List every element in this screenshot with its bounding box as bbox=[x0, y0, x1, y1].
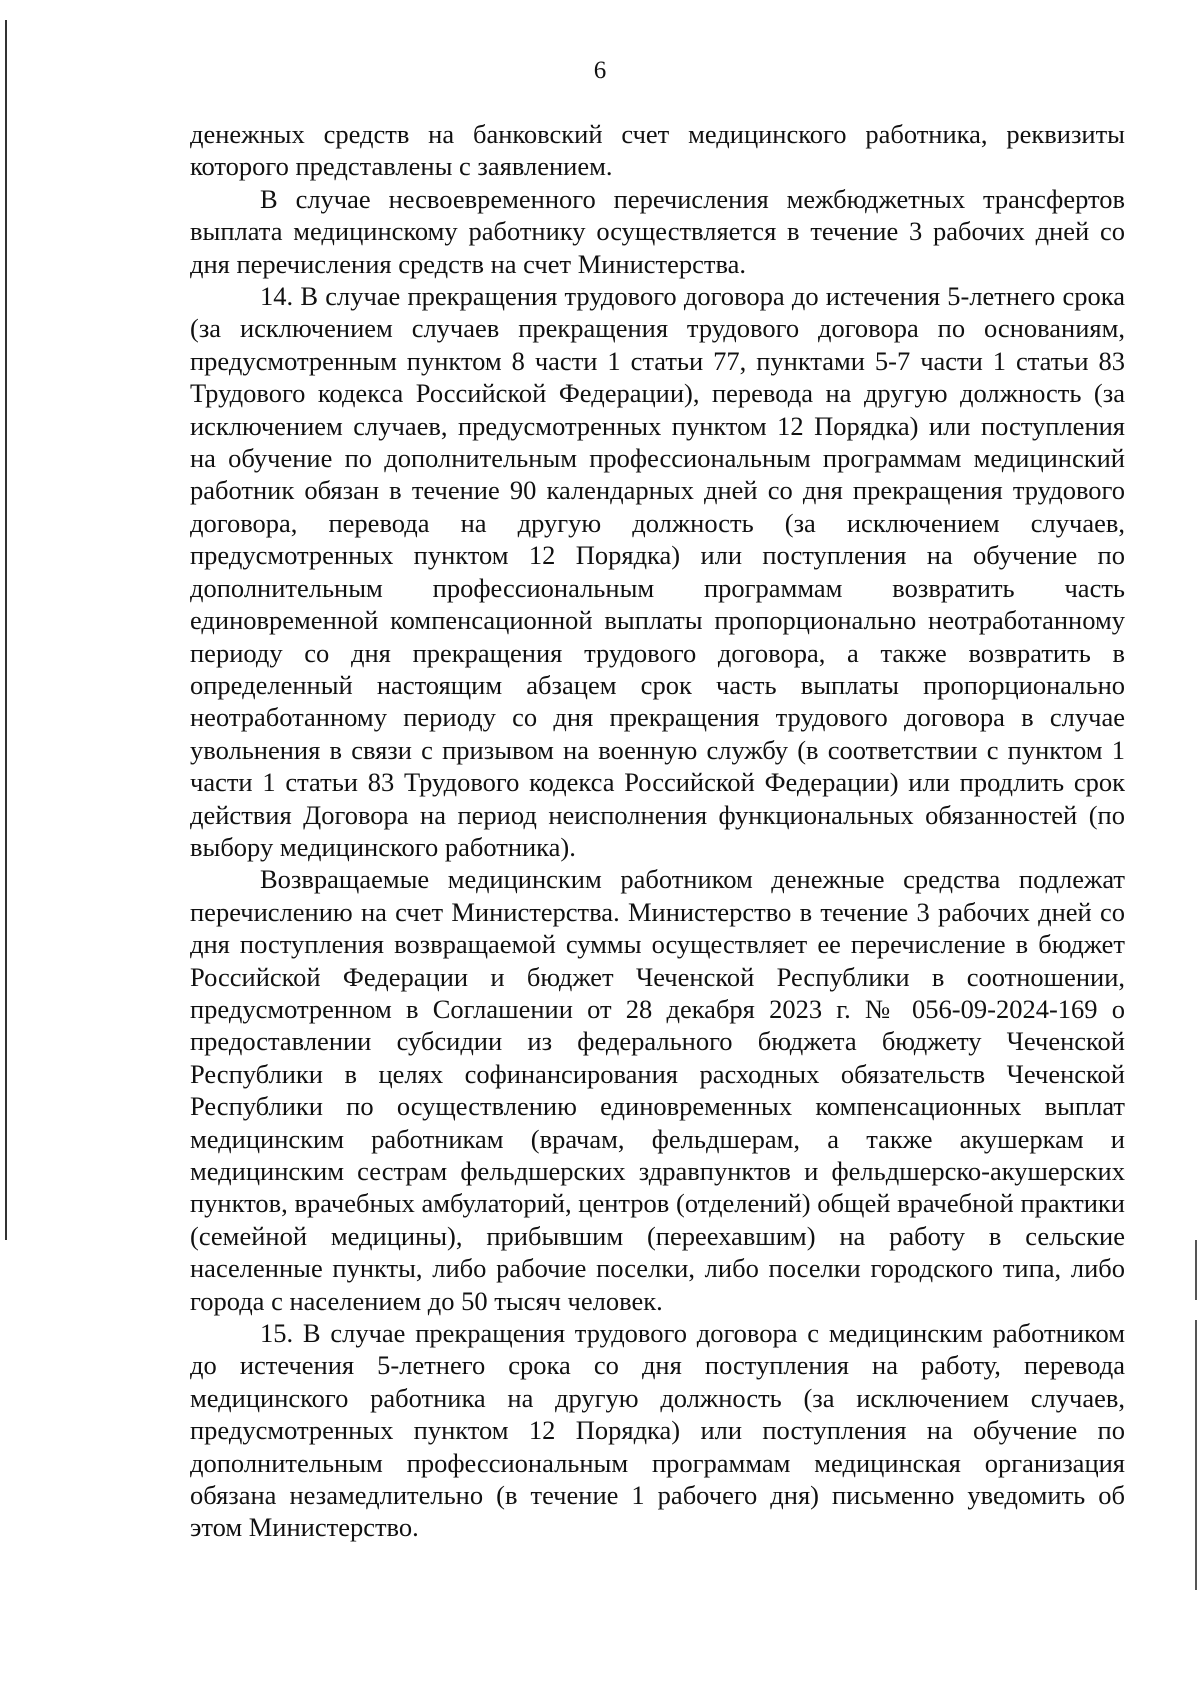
paragraph-item-15: 15. В случае прекращения трудового договора с медицинским работником до истечения 5-летнего срока со дня поступления на работу, перевода медицинского работника на другую должность (за исключением случаев, предусмотренных пунктом 12 Порядка) или поступления на обучение по дополнительным профессиональным программам медицинская организация обязана незамедлительно (в течение 1 рабочего дня) письменно уведомить об этом Министерство. bbox=[190, 1318, 1125, 1543]
scan-edge-line bbox=[1195, 1320, 1197, 1590]
document-body bbox=[190, 118, 1125, 1544]
paragraph-item-14: 14. В случае прекращения трудового договора до истечения 5-летнего срока (за исключением случаев прекращения трудового договора по основаниям, предусмотренным пунктом 8 части 1 статьи 77, пунктами 5-7 части 1 статьи 83 Трудового кодекса Российской Федерации), перевода на другую должность (за исключением случаев, предусмотренных пунктом 12 Порядка) или поступления на обучение по дополнительным профессиональным программам медицинский работник обязан в течение 90 календарных дней со дня прекращения трудового договора, перевода на другую должность (за исключением случаев, предусмотренных пунктом 12 Порядка) или поступления на обучение по дополнительным профессиональным программам возвратить часть единовременной компенсационной выплаты пропорционально неотработанному периоду со дня прекращения трудового договора, а также возвратить в определенный настоящим абзацем срок часть выплаты пропорционально неотработанному периоду со дня прекращения трудового договора в случае увольнения в связи с призывом на военную службу (в соответствии с пунктом 1 части 1 статьи 83 Трудового кодекса Российской Федерации) или продлить срок действия Договора на период неисполнения функциональных обязанностей (по выбору медицинского работника). bbox=[190, 281, 1125, 862]
paragraph: В случае несвоевременного перечисления межбюджетных трансфертов выплата медицинскому работнику осуществляется в течение 3 рабочих дней со дня перечисления средств на счет Министерства. bbox=[190, 183, 1125, 279]
paragraph: денежных средств на банковский счет медицинского работника, реквизиты которого представлены с заявлением. bbox=[190, 119, 1125, 182]
scan-edge-line bbox=[5, 20, 7, 1240]
page-number: 6 bbox=[593, 57, 607, 84]
paragraph: Возвращаемые медицинским работником денежные средства подлежат перечислению на счет Министерства. Министерство в течение 3 рабочих дней со дня поступления возвращаемой суммы осуществляет ее перечисление в бюджет Российской Федерации и бюджет Чеченской Республики в соотношении, предусмотренном в Соглашении от 28 декабря 2023 г. № 056-09-2024-169 о предоставлении субсидии из федерального бюджета бюджету Чеченской Республики в целях софинансирования расходных обязательств Чеченской Республики по осуществлению единовременных компенсационных выплат медицинским работникам (врачам, фельдшерам, а также акушеркам и медицинским сестрам фельдшерских здравпунктов и фельдшерско-акушерских пунктов, врачебных амбулаторий, центров (отделений) общей врачебной практики (семейной медицины), прибывшим (переехавшим) на работу в сельские населенные пункты, либо рабочие поселки, либо поселки городского типа, либо города с населением до 50 тысяч человек. bbox=[190, 864, 1125, 1316]
scan-edge-line bbox=[1195, 1240, 1197, 1300]
